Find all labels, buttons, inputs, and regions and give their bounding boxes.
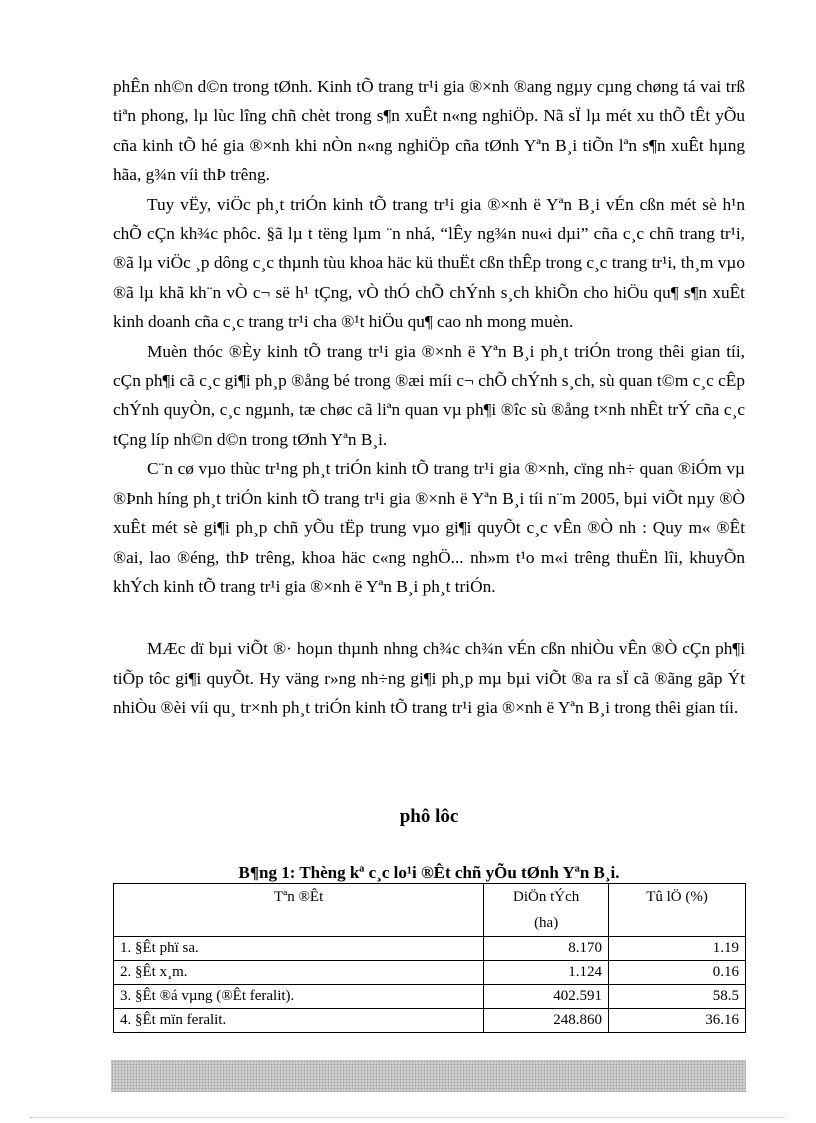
body-text [113, 72, 745, 723]
paragraph-proposal: C¨n cø vµo thùc tr¹ng ph¸t triÓn kinh tÕ trang tr¹i gia ®×nh, cïng nh÷ quan ®iÓm vµ ®Þnh híng ph¸t triÓn kinh tÕ trang tr¹i gia ®×nh ë Yªn B¸i tíi n¨m 2005, bµi viÕt nµy ®Ò xuÊt mét sè gi¶i ph¸p chñ yÕu tËp trung vµo gi¶i quyÕt c¸c vÊn ®Ò nh : Quy m« ®Êt ®ai, lao ®éng, thÞ trêng, khoa häc c«ng nghÖ... nh»m t¹o m«i trêng thuËn lîi, khuyÕn khÝch kinh tÕ trang tr¹i gia ®×nh ë Yªn B¸i ph¸t triÓn. [113, 459, 745, 596]
cell-area: 1.124 [484, 961, 609, 985]
paragraph-limitations: Tuy vËy, viÖc ph¸t triÓn kinh tÕ trang tr¹i gia ®×nh ë Yªn B¸i vÉn cßn mét sè h¹n chÕ cÇn kh¾c phôc. §ã lµ t tëng lµm ¨n nhá, “lÊy ng¾n nu«i dµi” cña c¸c chñ trang tr¹i, ®ã lµ viÖc ¸p dông c¸c thµnh tùu khoa häc kü thuËt cßn thÊp trong c¸c trang tr¹i, th¸m vµo ®ã lµ khã kh¨n vÒ c¬ së h¹ tÇng, vÒ thÓ chÕ chÝnh s¸ch khiÕn cho hiÖu qu¶ s¶n xuÊt kinh doanh cña c¸c trang tr¹i cha ®¹t hiÖu qu¶ cao nh mong muèn. [113, 194, 745, 332]
header-percentage: Tû lÖ (%) [609, 884, 746, 937]
land-statistics-table [113, 883, 746, 1033]
footer-shaded-bar [111, 1060, 746, 1092]
cell-percentage: 36.16 [609, 1009, 746, 1033]
cell-area: 8.170 [484, 937, 609, 961]
cell-land-name: 4. §Êt mïn feralit. [114, 1009, 484, 1033]
header-land-name: Tªn ®Êt [114, 884, 484, 937]
cell-land-name: 3. §Êt ®á vµng (®Êt feralit). [114, 985, 484, 1009]
cell-land-name: 1. §Êt phï sa. [114, 937, 484, 961]
cell-percentage: 1.19 [609, 937, 746, 961]
cell-area: 402.591 [484, 985, 609, 1009]
paragraph-solutions-needed: Muèn thóc ®Èy kinh tÕ trang tr¹i gia ®×nh ë Yªn B¸i ph¸t triÓn trong thêi gian tíi, cÇn ph¶i cã c¸c gi¶i ph¸p ®ång bé trong ®æi míi c¬ chÕ chÝnh s¸ch, sù quan t©m c¸c cÊp chÝnh quyÒn, c¸c ngµnh, tæ chøc cã liªn quan vµ ph¶i ®îc sù ®ång t×nh nhÊt trÝ cña c¸c tÇng líp nh©n d©n trong tØnh Yªn B¸i. [113, 341, 745, 449]
table-header-row [114, 884, 746, 937]
cell-area: 248.860 [484, 1009, 609, 1033]
table-row [114, 937, 746, 961]
table-row [114, 1009, 746, 1033]
header-area: DiÖn tÝch (ha) [484, 884, 609, 937]
appendix-title: phô lôc [399, 806, 459, 827]
table-caption: B¶ng 1: Thèng kª c¸c lo¹i ®Êt chñ yÕu tØnh Yªn B¸i. [238, 863, 620, 882]
table-row [114, 961, 746, 985]
cell-percentage: 0.16 [609, 961, 746, 985]
table-row [114, 985, 746, 1009]
cell-percentage: 58.5 [609, 985, 746, 1009]
paragraph-conclusion: MÆc dï bµi viÕt ®· hoµn thµnh nhng ch¾c ch¾n vÉn cßn nhiÒu vÊn ®Ò cÇn ph¶i tiÕp tôc gi¶i quyÕt. Hy väng r»ng nh÷ng gi¶i ph¸p mµ bµi viÕt ®a ra sÏ cã ®ãng gãp Ýt nhiÒu ®èi víi qu¸ tr×nh ph¸t triÓn kinh tÕ trang tr¹i gia ®×nh ë Yªn B¸i trong thêi gian tíi. [113, 639, 745, 718]
paragraph-gap [113, 601, 745, 634]
paragraph-continuation: phÊn nh©n d©n trong tØnh. Kinh tÕ trang tr¹i gia ®×nh ®ang ngµy cµng chøng tá vai trß tiªn phong, lµ lùc lîng chñ chèt trong s¶n xuÊt n«ng nghiÖp. Nã sÏ lµ mét xu thÕ tÊt yÕu cña kinh tÕ hé gia ®×nh khi nÒn n«ng nghiÖp cña tØnh Yªn B¸i tiÕn lªn s¶n xuÊt hµng hãa, g¾n víi thÞ trêng. [113, 77, 745, 185]
cell-land-name: 2. §Êt x¸m. [114, 961, 484, 985]
page-bottom-dotted-line [30, 1117, 786, 1118]
